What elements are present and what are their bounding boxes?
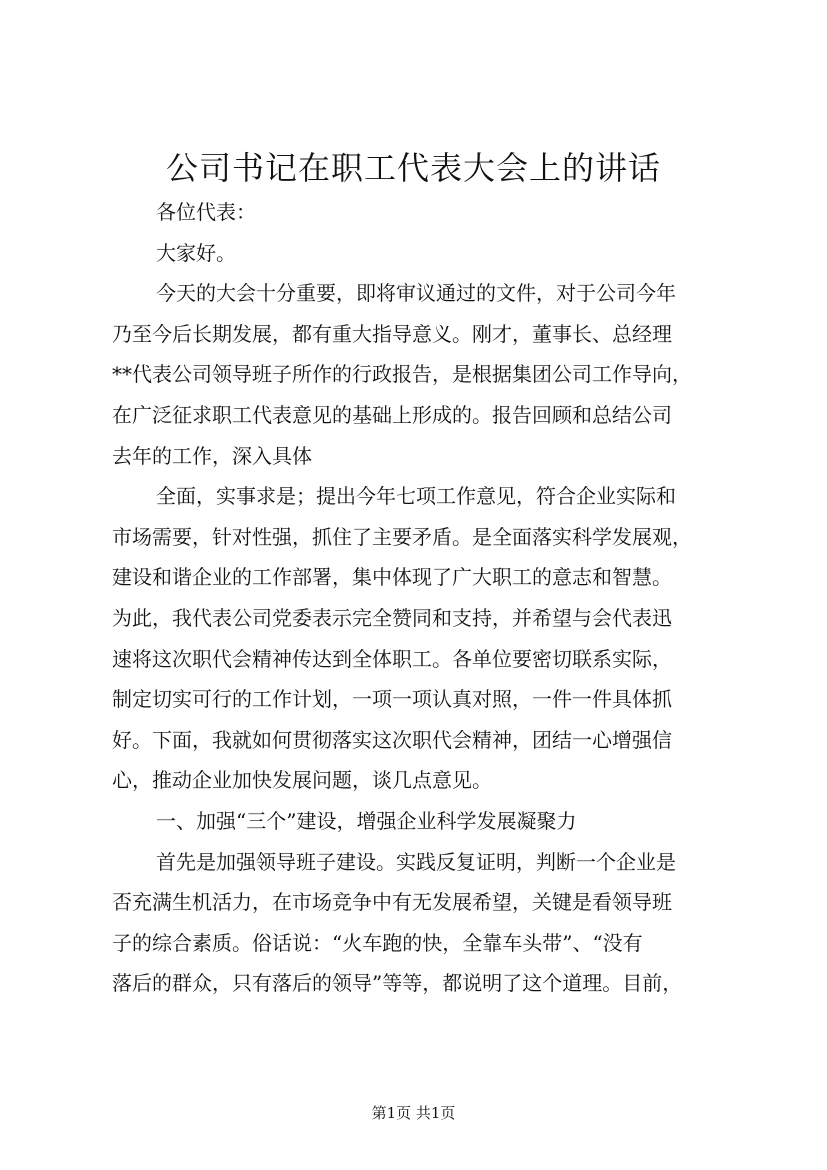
text-line: 建设和谐企业的工作部署，集中体现了广大职工的意志和智慧。 <box>112 565 672 590</box>
text-line: 在广泛征求职工代表意见的基础上形成的。报告回顾和总结公司 <box>112 402 672 427</box>
text-line: 心，推动企业加快发展问题，谈几点意见。 <box>112 768 492 793</box>
text-line: 制定切实可行的工作计划，一项一项认真对照，一件一件具体抓 <box>112 687 672 712</box>
text-line: 为此，我代表公司党委表示完全赞同和支持，并希望与会代表迅 <box>112 605 672 630</box>
text-line: 首先是加强领导班子建设。实践反复证明，判断一个企业是 <box>156 849 676 874</box>
text-line: 一、加强“三个”建设，增强企业科学发展凝聚力 <box>156 808 577 833</box>
text-line: 去年的工作，深入具体 <box>112 443 312 468</box>
text-line: 否充满生机活力，在市场竞争中有无发展希望，关键是看领导班 <box>112 890 672 915</box>
text-line: 子的综合素质。俗话说：“火车跑的快，全靠车头带”、“没有 <box>112 930 643 955</box>
text-line: 乃至今后长期发展，都有重大指导意义。刚才，董事长、总经理 <box>112 321 672 346</box>
text-line: 好。下面，我就如何贯彻落实这次职代会精神，团结一心增强信 <box>112 727 672 752</box>
text-line: 市场需要，针对性强，抓住了主要矛盾。是全面落实科学发展观， <box>112 524 692 549</box>
page-footer: 第1页 共1页 <box>371 1104 456 1122</box>
text-line: 落后的群众，只有落后的领导”等等，都说明了这个道理。目前， <box>112 971 683 996</box>
text-line: 今天的大会十分重要，即将审议通过的文件，对于公司今年 <box>156 281 676 306</box>
text-line: 大家好。 <box>156 240 236 265</box>
text-line: **代表公司领导班子所作的行政报告，是根据集团公司工作导向， <box>112 362 692 387</box>
text-line: 速将这次职代会精神传达到全体职工。各单位要密切联系实际， <box>112 646 672 671</box>
text-line: 全面，实事求是；提出今年七项工作意见，符合企业实际和 <box>156 484 676 509</box>
document-body <box>112 192 732 1004</box>
text-line: 各位代表： <box>156 200 256 224</box>
document-title: 公司书记在职工代表大会上的讲话 <box>165 149 661 187</box>
